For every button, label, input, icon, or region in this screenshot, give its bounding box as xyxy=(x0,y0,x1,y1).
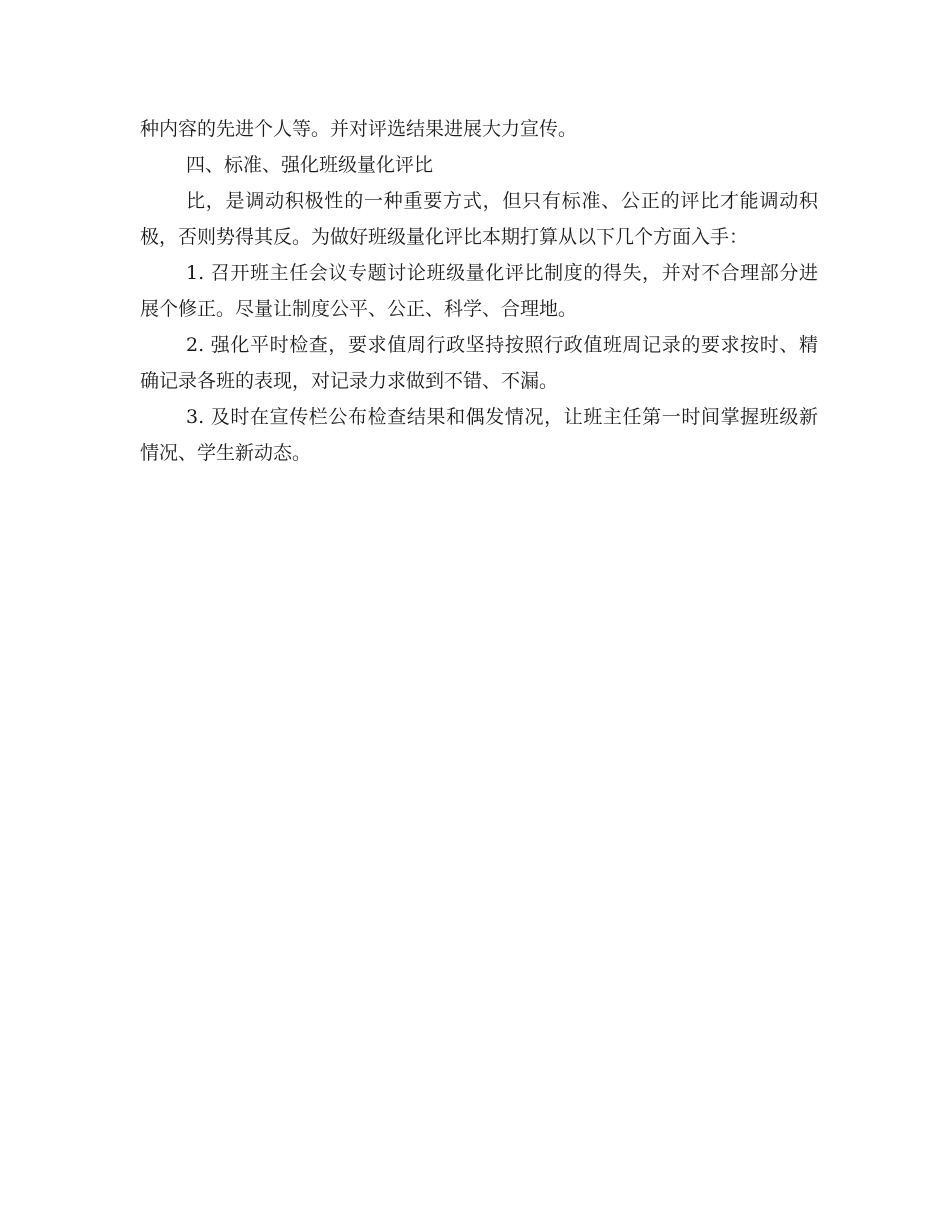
section-heading: 四、标准、强化班级量化评比 xyxy=(186,154,434,176)
document-body xyxy=(140,111,818,471)
list-item-3: 3. 及时在宣传栏公布检查结果和偶发情况，让班主任第一时间掌握班级新情况、学生新动态。 xyxy=(140,406,818,464)
paragraph-intro: 比，是调动积极性的一种重要方式，但只有标准、公正的评比才能调动积极，否则势得其反。为做好班级量化评比本期打算从以下几个方面入手： xyxy=(140,190,818,248)
list-item-1: 1. 召开班主任会议专题讨论班级量化评比制度的得失，并对不合理部分进展个修正。尽量让制度公平、公正、科学、合理地。 xyxy=(140,262,818,320)
list-item-2: 2. 强化平时检查，要求值周行政坚持按照行政值班周记录的要求按时、精确记录各班的表现，对记录力求做到不错、不漏。 xyxy=(140,334,818,392)
paragraph-continuation: 种内容的先进个人等。并对评选结果进展大力宣传。 xyxy=(140,118,578,140)
